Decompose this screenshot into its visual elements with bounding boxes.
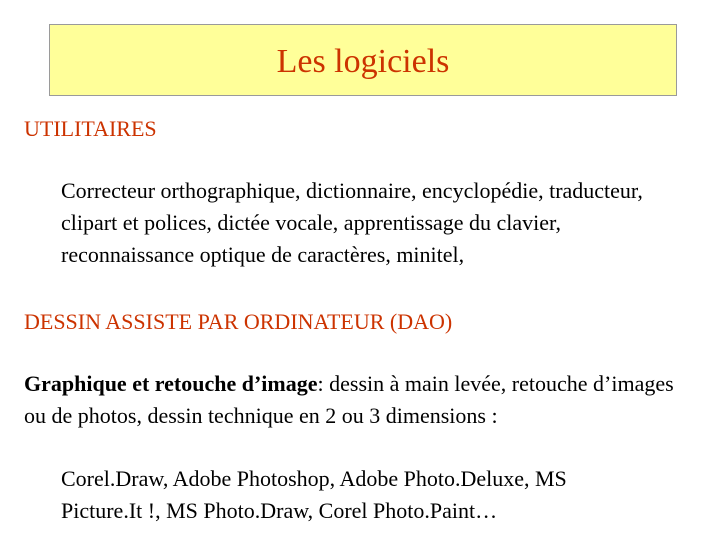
dao-description	[24, 368, 684, 432]
section-heading-dao: DESSIN ASSISTE PAR ORDINATEUR (DAO)	[24, 309, 453, 334]
title-box	[49, 24, 677, 96]
dao-lead-rest: : dessin à main levée, retouche d’images ou de photos, dessin technique en 2 ou 3 dimensions :	[24, 371, 674, 428]
slide-title: Les logiciels	[276, 43, 450, 80]
utilitaires-description: Correcteur orthographique, dictionnaire, encyclopédie, traducteur, clipart et polices, dictée vocale, apprentissage du clavier, reconnaissance optique de caractères, minitel,	[61, 178, 643, 267]
section-heading-utilitaires: UTILITAIRES	[24, 116, 157, 141]
dao-examples: Corel.Draw, Adobe Photoshop, Adobe Photo.Deluxe, MS Picture.It !, MS Photo.Draw, Corel Photo.Paint…	[61, 466, 567, 523]
dao-lead-bold: Graphique et retouche d’image	[24, 371, 318, 396]
